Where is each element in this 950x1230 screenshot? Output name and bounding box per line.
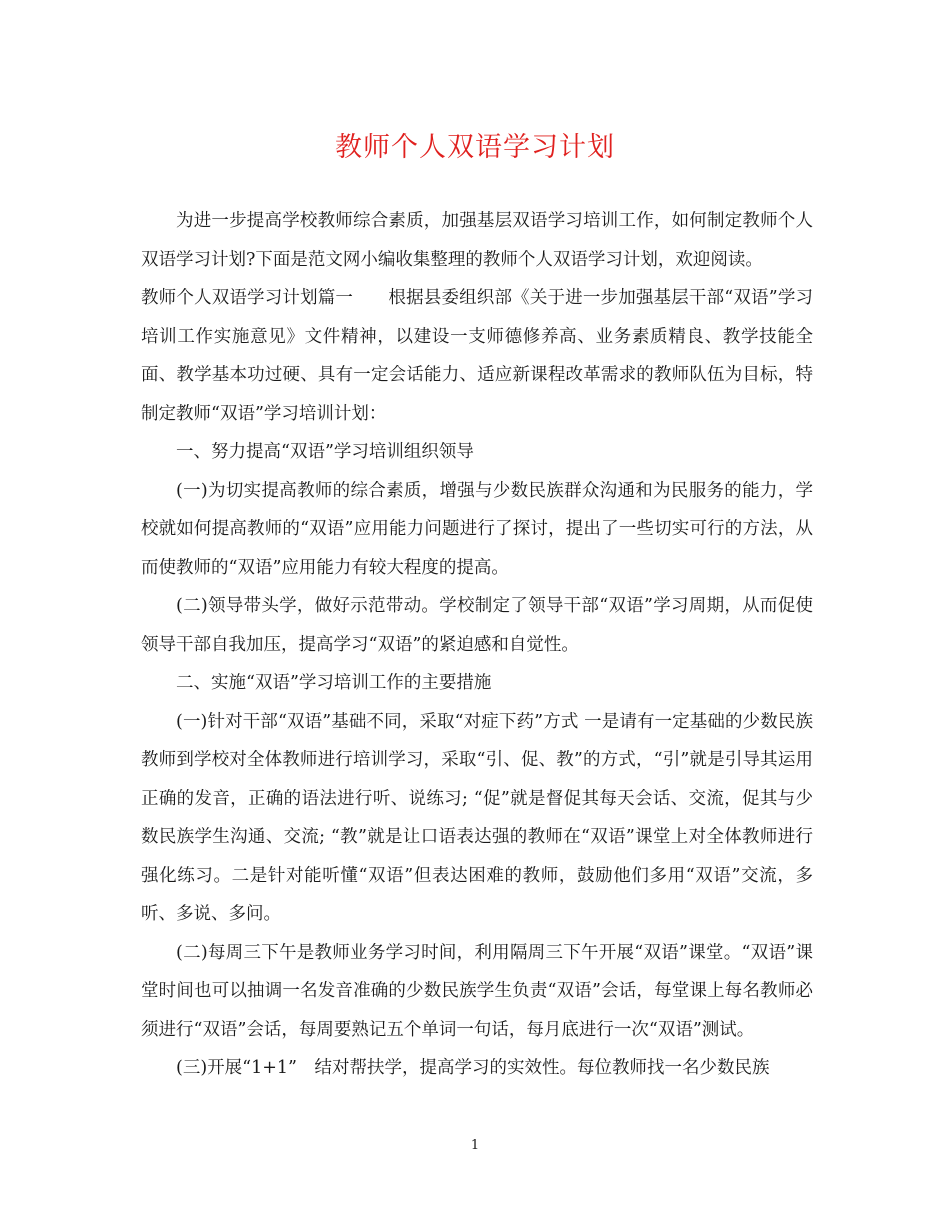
paragraph-plan-one: 教师个人双语学习计划篇一 根据县委组织部《关于进一步加强基层干部“双语”学习培训工作实施意见》文件精神，以建设一支师德修养高、业务素质精良、教学技能全面、教学基本功过硬、具有一定会话能力、适应新课程改革需求的教师队伍为目标，特制定教师“双语”学习培训计划：	[141, 288, 813, 424]
paragraph-intro: 为进一步提高学校教师综合素质，加强基层双语学习培训工作，如何制定教师个人双语学习计划?下面是范文网小编收集整理的教师个人双语学习计划，欢迎阅读。	[141, 211, 813, 270]
section-heading-one: 一、努力提高“双语”学习培训组织领导	[176, 442, 474, 462]
paragraph-item: (二)每周三下午是教师业务学习时间，利用隔周三下午开展“双语”课堂。“双语”课堂时间也可以抽调一名发音准确的少数民族学生负责“双语”会话，每堂课上每名教师必须进行“双语”会话，每周要熟记五个单词一句话，每月底进行一次“双语”测试。	[141, 942, 813, 1040]
page-number: 1	[470, 1138, 480, 1153]
paragraph-item: (二)领导带头学，做好示范带动。学校制定了领导干部“双语”学习周期，从而促使领导干部自我加压，提高学习“双语”的紧迫感和自觉性。	[141, 596, 813, 655]
document-body	[141, 202, 813, 1088]
document-title: 教师个人双语学习计划	[335, 132, 615, 163]
paragraph-item: (一)针对干部“双语”基础不同，采取“对症下药”方式 一是请有一定基础的少数民族教师到学校对全体教师进行培训学习，采取“引、促、教”的方式，“引”就是引导其运用正确的发音，正确的语法进行听、说练习; “促”就是督促其每天会话、交流，促其与少数民族学生沟通、交流; “教”就是让口语表达强的教师在“双语”课堂上对全体教师进行强化练习。二是针对能听懂“双语”但表达困难的教师，鼓励他们多用“双语”交流，多听、多说、多问。	[141, 711, 813, 924]
paragraph-item: (三)开展“1+1” 结对帮扶学，提高学习的实效性。每位教师找一名少数民族	[176, 1058, 770, 1078]
paragraph-item: (一)为切实提高教师的综合素质，增强与少数民族群众沟通和为民服务的能力，学校就如何提高教师的“双语”应用能力问题进行了探讨，提出了一些切实可行的方法，从而使教师的“双语”应用能力有较大程度的提高。	[141, 480, 813, 578]
section-heading-two: 二、实施“双语”学习培训工作的主要措施	[176, 673, 492, 693]
